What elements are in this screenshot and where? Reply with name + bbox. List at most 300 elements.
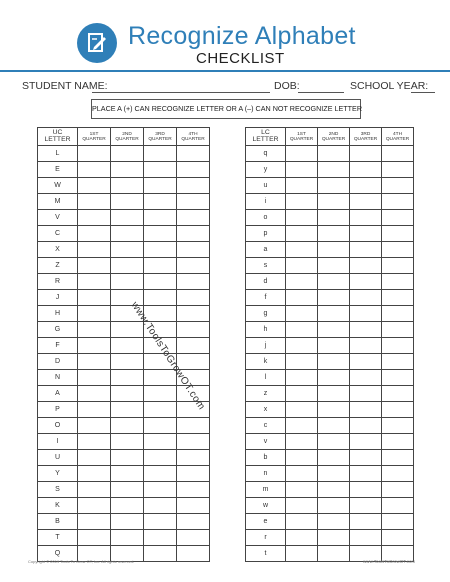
quarter-mark-cell[interactable]: [144, 258, 177, 274]
quarter-mark-cell[interactable]: [286, 290, 318, 306]
header-text: 2ND: [122, 131, 132, 137]
quarter-mark-cell[interactable]: [382, 370, 414, 386]
quarter-mark-cell[interactable]: [318, 162, 350, 178]
quarter-mark-cell[interactable]: [144, 530, 177, 546]
table-row: [246, 242, 414, 258]
quarter-mark-cell[interactable]: [144, 274, 177, 290]
table-row: [246, 226, 414, 242]
quarter-mark-cell[interactable]: [382, 498, 414, 514]
table-row: [246, 146, 414, 162]
student-info-row: [22, 80, 434, 96]
quarter-mark-cell[interactable]: [177, 434, 210, 450]
quarter-mark-cell[interactable]: [382, 322, 414, 338]
quarter-mark-cell[interactable]: [111, 466, 144, 482]
quarter-mark-cell[interactable]: [350, 338, 382, 354]
lc-quarter-header-3: [350, 128, 382, 146]
table-row: [38, 338, 210, 354]
quarter-mark-cell[interactable]: [78, 322, 111, 338]
letter-cell: R: [38, 274, 78, 290]
quarter-mark-cell[interactable]: [318, 338, 350, 354]
quarter-mark-cell[interactable]: [286, 370, 318, 386]
table-row: [38, 418, 210, 434]
quarter-mark-cell[interactable]: [382, 226, 414, 242]
quarter-mark-cell[interactable]: [286, 514, 318, 530]
quarter-mark-cell[interactable]: [286, 226, 318, 242]
quarter-mark-cell[interactable]: [111, 258, 144, 274]
quarter-mark-cell[interactable]: [111, 194, 144, 210]
letter-cell: C: [38, 226, 78, 242]
quarter-mark-cell[interactable]: [286, 482, 318, 498]
quarter-mark-cell[interactable]: [350, 194, 382, 210]
quarter-mark-cell[interactable]: [382, 386, 414, 402]
letter-cell: e: [246, 514, 286, 530]
quarter-mark-cell[interactable]: [177, 306, 210, 322]
quarter-mark-cell[interactable]: [144, 450, 177, 466]
header-text: 2ND: [328, 131, 339, 137]
quarter-mark-cell[interactable]: [318, 546, 350, 562]
quarter-mark-cell[interactable]: [111, 498, 144, 514]
letter-cell: W: [38, 178, 78, 194]
letter-cell: b: [246, 450, 286, 466]
table-row: [38, 322, 210, 338]
quarter-mark-cell[interactable]: [382, 530, 414, 546]
letter-cell: a: [246, 242, 286, 258]
table-row: [38, 210, 210, 226]
table-row: [38, 290, 210, 306]
table-row: [38, 466, 210, 482]
header-text: LETTER: [44, 135, 71, 143]
letter-cell: s: [246, 258, 286, 274]
table-row: [246, 178, 414, 194]
quarter-mark-cell[interactable]: [78, 386, 111, 402]
quarter-mark-cell[interactable]: [177, 530, 210, 546]
quarter-mark-cell[interactable]: [111, 530, 144, 546]
quarter-mark-cell[interactable]: [318, 482, 350, 498]
quarter-mark-cell[interactable]: [111, 178, 144, 194]
quarter-mark-cell[interactable]: [286, 354, 318, 370]
quarter-mark-cell[interactable]: [286, 258, 318, 274]
header-text: LETTER: [252, 135, 279, 143]
quarter-mark-cell[interactable]: [111, 146, 144, 162]
quarter-mark-cell[interactable]: [350, 370, 382, 386]
quarter-mark-cell[interactable]: [144, 210, 177, 226]
quarter-mark-cell[interactable]: [78, 274, 111, 290]
header-text: 4TH: [188, 131, 198, 137]
quarter-mark-cell[interactable]: [111, 370, 144, 386]
quarter-mark-cell[interactable]: [382, 482, 414, 498]
letter-cell: L: [38, 146, 78, 162]
letter-cell: U: [38, 450, 78, 466]
lc-quarter-header-4: [382, 128, 414, 146]
quarter-mark-cell[interactable]: [286, 418, 318, 434]
letter-cell: X: [38, 242, 78, 258]
quarter-mark-cell[interactable]: [286, 546, 318, 562]
letter-cell: w: [246, 498, 286, 514]
uc-letter-header: [38, 128, 78, 146]
quarter-mark-cell[interactable]: [78, 178, 111, 194]
quarter-mark-cell[interactable]: [177, 274, 210, 290]
site-footer: www.ToolsToGrowOT.com: [363, 559, 416, 564]
quarter-mark-cell[interactable]: [111, 242, 144, 258]
quarter-mark-cell[interactable]: [350, 306, 382, 322]
quarter-mark-cell[interactable]: [144, 290, 177, 306]
quarter-mark-cell[interactable]: [111, 514, 144, 530]
table-row: [246, 290, 414, 306]
quarter-mark-cell[interactable]: [350, 146, 382, 162]
quarter-mark-cell[interactable]: [286, 498, 318, 514]
table-row: [246, 418, 414, 434]
quarter-mark-cell[interactable]: [382, 178, 414, 194]
quarter-mark-cell[interactable]: [144, 514, 177, 530]
quarter-mark-cell[interactable]: [286, 322, 318, 338]
letter-cell: x: [246, 402, 286, 418]
header-text: QUARTER: [115, 136, 139, 142]
letter-cell: c: [246, 418, 286, 434]
quarter-mark-cell[interactable]: [382, 450, 414, 466]
quarter-mark-cell[interactable]: [318, 194, 350, 210]
quarter-mark-cell[interactable]: [318, 178, 350, 194]
quarter-mark-cell[interactable]: [350, 402, 382, 418]
quarter-mark-cell[interactable]: [350, 226, 382, 242]
quarter-mark-cell[interactable]: [111, 210, 144, 226]
quarter-mark-cell[interactable]: [111, 274, 144, 290]
quarter-mark-cell[interactable]: [78, 162, 111, 178]
header-text: 4TH: [392, 131, 403, 137]
quarter-mark-cell[interactable]: [350, 162, 382, 178]
header-text: 3RD: [360, 131, 371, 137]
letter-cell: d: [246, 274, 286, 290]
quarter-mark-cell[interactable]: [318, 402, 350, 418]
quarter-mark-cell[interactable]: [382, 146, 414, 162]
table-row: [246, 322, 414, 338]
quarter-mark-cell[interactable]: [318, 530, 350, 546]
quarter-mark-cell[interactable]: [78, 530, 111, 546]
quarter-mark-cell[interactable]: [144, 402, 177, 418]
quarter-mark-cell[interactable]: [111, 434, 144, 450]
quarter-mark-cell[interactable]: [286, 338, 318, 354]
quarter-mark-cell[interactable]: [177, 482, 210, 498]
uppercase-table-body: [38, 146, 210, 562]
quarter-mark-cell[interactable]: [177, 290, 210, 306]
quarter-mark-cell[interactable]: [382, 434, 414, 450]
table-row: [246, 258, 414, 274]
quarter-mark-cell[interactable]: [382, 338, 414, 354]
quarter-mark-cell[interactable]: [350, 482, 382, 498]
header-text: QUARTER: [385, 136, 410, 142]
header-divider: [0, 70, 450, 72]
letter-cell: I: [38, 434, 78, 450]
quarter-mark-cell[interactable]: [78, 242, 111, 258]
table-row: [38, 242, 210, 258]
table-row: [246, 514, 414, 530]
quarter-mark-cell[interactable]: [350, 242, 382, 258]
quarter-mark-cell[interactable]: [78, 434, 111, 450]
quarter-mark-cell[interactable]: [350, 354, 382, 370]
quarter-mark-cell[interactable]: [382, 354, 414, 370]
quarter-mark-cell[interactable]: [111, 162, 144, 178]
quarter-mark-cell[interactable]: [350, 418, 382, 434]
quarter-mark-cell[interactable]: [177, 258, 210, 274]
quarter-mark-cell[interactable]: [177, 514, 210, 530]
quarter-mark-cell[interactable]: [350, 290, 382, 306]
table-row: [246, 466, 414, 482]
table-row: [38, 482, 210, 498]
header-text: UC: [52, 129, 63, 136]
quarter-mark-cell[interactable]: [177, 418, 210, 434]
uppercase-table: [37, 127, 210, 562]
quarter-mark-cell[interactable]: [286, 178, 318, 194]
quarter-mark-cell[interactable]: [318, 322, 350, 338]
quarter-mark-cell[interactable]: [350, 434, 382, 450]
quarter-mark-cell[interactable]: [144, 178, 177, 194]
lowercase-table-body: [246, 146, 414, 562]
quarter-mark-cell[interactable]: [177, 242, 210, 258]
quarter-mark-cell[interactable]: [177, 498, 210, 514]
quarter-mark-cell[interactable]: [144, 242, 177, 258]
letter-cell: Z: [38, 258, 78, 274]
quarter-mark-cell[interactable]: [286, 434, 318, 450]
quarter-mark-cell[interactable]: [177, 338, 210, 354]
quarter-mark-cell[interactable]: [286, 466, 318, 482]
logo: [77, 23, 117, 63]
quarter-mark-cell[interactable]: [78, 194, 111, 210]
table-row: [38, 194, 210, 210]
quarter-mark-cell[interactable]: [318, 434, 350, 450]
quarter-mark-cell[interactable]: [177, 226, 210, 242]
lc-letter-header: [246, 128, 286, 146]
quarter-mark-cell[interactable]: [111, 386, 144, 402]
quarter-mark-cell[interactable]: [382, 306, 414, 322]
quarter-mark-cell[interactable]: [350, 514, 382, 530]
quarter-mark-cell[interactable]: [78, 146, 111, 162]
table-row: [38, 498, 210, 514]
quarter-mark-cell[interactable]: [350, 466, 382, 482]
table-row: [246, 498, 414, 514]
quarter-mark-cell[interactable]: [382, 466, 414, 482]
quarter-mark-cell[interactable]: [318, 306, 350, 322]
header-text: QUARTER: [289, 136, 314, 142]
letter-cell: f: [246, 290, 286, 306]
quarter-mark-cell[interactable]: [350, 178, 382, 194]
table-row: [38, 450, 210, 466]
quarter-mark-cell[interactable]: [286, 402, 318, 418]
table-row: [246, 274, 414, 290]
quarter-mark-cell[interactable]: [318, 386, 350, 402]
quarter-mark-cell[interactable]: [111, 450, 144, 466]
quarter-mark-cell[interactable]: [286, 194, 318, 210]
quarter-mark-cell[interactable]: [382, 514, 414, 530]
quarter-mark-cell[interactable]: [382, 290, 414, 306]
quarter-mark-cell[interactable]: [111, 338, 144, 354]
quarter-mark-cell[interactable]: [78, 290, 111, 306]
quarter-mark-cell[interactable]: [78, 226, 111, 242]
quarter-mark-cell[interactable]: [318, 354, 350, 370]
table-row: [246, 210, 414, 226]
quarter-mark-cell[interactable]: [382, 274, 414, 290]
quarter-mark-cell[interactable]: [177, 178, 210, 194]
quarter-mark-cell[interactable]: [286, 210, 318, 226]
quarter-mark-cell[interactable]: [318, 418, 350, 434]
quarter-mark-cell[interactable]: [382, 418, 414, 434]
quarter-mark-cell[interactable]: [144, 466, 177, 482]
letter-cell: g: [246, 306, 286, 322]
letter-cell: h: [246, 322, 286, 338]
letter-cell: H: [38, 306, 78, 322]
table-row: [38, 226, 210, 242]
school-year-label: SCHOOL YEAR:: [350, 80, 429, 92]
quarter-mark-cell[interactable]: [177, 162, 210, 178]
quarter-mark-cell[interactable]: [318, 226, 350, 242]
quarter-mark-cell[interactable]: [111, 354, 144, 370]
letter-cell: O: [38, 418, 78, 434]
letter-cell: Y: [38, 466, 78, 482]
quarter-mark-cell[interactable]: [144, 386, 177, 402]
watermark: www.ToolsToGrowOT.com: [128, 300, 207, 413]
quarter-mark-cell[interactable]: [78, 466, 111, 482]
quarter-mark-cell[interactable]: [286, 242, 318, 258]
quarter-mark-cell[interactable]: [144, 418, 177, 434]
table-row: [38, 354, 210, 370]
quarter-mark-cell[interactable]: [318, 514, 350, 530]
quarter-mark-cell[interactable]: [78, 498, 111, 514]
quarter-mark-cell[interactable]: [177, 146, 210, 162]
quarter-mark-cell[interactable]: [177, 194, 210, 210]
quarter-mark-cell[interactable]: [78, 210, 111, 226]
table-row: [38, 258, 210, 274]
quarter-mark-cell[interactable]: [318, 466, 350, 482]
quarter-mark-cell[interactable]: [350, 258, 382, 274]
quarter-mark-cell[interactable]: [111, 418, 144, 434]
table-row: [38, 530, 210, 546]
header-text: QUARTER: [353, 136, 378, 142]
quarter-mark-cell[interactable]: [144, 482, 177, 498]
quarter-mark-cell[interactable]: [318, 370, 350, 386]
quarter-mark-cell[interactable]: [318, 290, 350, 306]
quarter-mark-cell[interactable]: [382, 258, 414, 274]
letter-cell: S: [38, 482, 78, 498]
quarter-mark-cell[interactable]: [350, 530, 382, 546]
header-text: QUARTER: [181, 136, 205, 142]
letter-cell: P: [38, 402, 78, 418]
quarter-mark-cell[interactable]: [382, 162, 414, 178]
quarter-mark-cell[interactable]: [78, 306, 111, 322]
quarter-mark-cell[interactable]: [78, 338, 111, 354]
quarter-mark-cell[interactable]: [144, 146, 177, 162]
quarter-mark-cell[interactable]: [318, 146, 350, 162]
quarter-mark-cell[interactable]: [144, 498, 177, 514]
lc-quarter-header-1: [286, 128, 318, 146]
uc-header-row: [38, 128, 210, 146]
quarter-mark-cell[interactable]: [318, 210, 350, 226]
quarter-mark-cell[interactable]: [177, 546, 210, 562]
quarter-mark-cell[interactable]: [78, 370, 111, 386]
quarter-mark-cell[interactable]: [144, 434, 177, 450]
quarter-mark-cell[interactable]: [111, 226, 144, 242]
table-row: [38, 274, 210, 290]
quarter-mark-cell[interactable]: [382, 194, 414, 210]
quarter-mark-cell[interactable]: [382, 210, 414, 226]
quarter-mark-cell[interactable]: [286, 162, 318, 178]
lc-header-row: [246, 128, 414, 146]
quarter-mark-cell[interactable]: [350, 498, 382, 514]
lc-quarter-header-2: [318, 128, 350, 146]
table-row: [246, 338, 414, 354]
dob-label: DOB:: [274, 80, 300, 92]
quarter-mark-cell[interactable]: [350, 386, 382, 402]
quarter-mark-cell[interactable]: [144, 194, 177, 210]
lowercase-table-header: [246, 128, 414, 146]
quarter-mark-cell[interactable]: [350, 210, 382, 226]
letter-cell: J: [38, 290, 78, 306]
letter-cell: u: [246, 178, 286, 194]
quarter-mark-cell[interactable]: [286, 530, 318, 546]
letter-cell: l: [246, 370, 286, 386]
table-row: [246, 450, 414, 466]
quarter-mark-cell[interactable]: [111, 482, 144, 498]
table-row: [38, 434, 210, 450]
quarter-mark-cell[interactable]: [350, 450, 382, 466]
quarter-mark-cell[interactable]: [78, 482, 111, 498]
quarter-mark-cell[interactable]: [78, 514, 111, 530]
quarter-mark-cell[interactable]: [318, 498, 350, 514]
quarter-mark-cell[interactable]: [177, 322, 210, 338]
header-text: QUARTER: [148, 136, 172, 142]
quarter-mark-cell[interactable]: [350, 274, 382, 290]
school-year-field[interactable]: [411, 92, 435, 93]
quarter-mark-cell[interactable]: [286, 274, 318, 290]
quarter-mark-cell[interactable]: [78, 402, 111, 418]
quarter-mark-cell[interactable]: [78, 354, 111, 370]
letter-cell: p: [246, 226, 286, 242]
quarter-mark-cell[interactable]: [318, 450, 350, 466]
quarter-mark-cell[interactable]: [382, 402, 414, 418]
letter-cell: K: [38, 498, 78, 514]
quarter-mark-cell[interactable]: [177, 466, 210, 482]
quarter-mark-cell[interactable]: [78, 258, 111, 274]
letter-cell: t: [246, 546, 286, 562]
quarter-mark-cell[interactable]: [350, 322, 382, 338]
table-row: [246, 354, 414, 370]
table-row: [246, 434, 414, 450]
table-row: [38, 162, 210, 178]
letter-cell: i: [246, 194, 286, 210]
table-row: [246, 306, 414, 322]
page-subtitle: CHECKLIST: [196, 50, 285, 67]
quarter-mark-cell[interactable]: [286, 386, 318, 402]
header-text: 1ST: [297, 131, 306, 137]
student-name-field[interactable]: [92, 92, 270, 93]
quarter-mark-cell[interactable]: [318, 242, 350, 258]
quarter-mark-cell[interactable]: [144, 546, 177, 562]
quarter-mark-cell[interactable]: [286, 146, 318, 162]
quarter-mark-cell[interactable]: [382, 242, 414, 258]
quarter-mark-cell[interactable]: [144, 226, 177, 242]
quarter-mark-cell[interactable]: [78, 450, 111, 466]
quarter-mark-cell[interactable]: [286, 306, 318, 322]
quarter-mark-cell[interactable]: [318, 258, 350, 274]
quarter-mark-cell[interactable]: [286, 450, 318, 466]
header-text: LC: [261, 129, 270, 136]
quarter-mark-cell[interactable]: [177, 450, 210, 466]
dob-field[interactable]: [298, 92, 344, 93]
quarter-mark-cell[interactable]: [318, 274, 350, 290]
table-row: [246, 370, 414, 386]
quarter-mark-cell[interactable]: [111, 402, 144, 418]
quarter-mark-cell[interactable]: [78, 418, 111, 434]
quarter-mark-cell[interactable]: [177, 210, 210, 226]
quarter-mark-cell[interactable]: [111, 322, 144, 338]
quarter-mark-cell[interactable]: [144, 162, 177, 178]
